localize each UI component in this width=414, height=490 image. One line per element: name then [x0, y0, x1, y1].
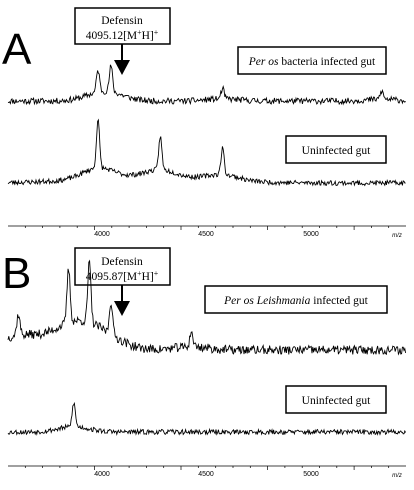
panel-b [2, 248, 406, 479]
x-unit-a: m/z [392, 233, 402, 239]
callout-mass-a: 4095.12[M+H]+ [85, 28, 159, 42]
tick-label-b-4500: 4500 [198, 471, 214, 478]
panel-a [2, 8, 406, 239]
x-ticks-a [25, 226, 388, 230]
callout-mass-b: 4095.87[M+H]+ [85, 269, 159, 283]
x-unit-b: m/z [392, 473, 402, 479]
tick-label-a-4500: 4500 [198, 231, 214, 238]
callout-arrow-head-b [114, 301, 130, 316]
panel-letter-b: B [2, 249, 32, 298]
legend-text-b1: Per os Leishmania infected gut [224, 295, 368, 307]
legend-text-a1: Per os bacteria infected gut [248, 56, 376, 68]
legend-text-a2: Uninfected gut [301, 145, 371, 157]
callout-arrow-head-a [114, 60, 130, 75]
legend-text-b2: Uninfected gut [301, 395, 371, 407]
x-ticks-b [25, 466, 388, 470]
panel-letter-a: A [2, 25, 32, 74]
tick-label-b-5000: 5000 [303, 471, 319, 478]
tick-label-a-5000: 5000 [303, 231, 319, 238]
callout-title-a: Defensin [101, 15, 143, 27]
tick-label-b-4000: 4000 [94, 471, 110, 478]
callout-title-b: Defensin [101, 256, 143, 268]
tick-label-a-4000: 4000 [94, 231, 110, 238]
